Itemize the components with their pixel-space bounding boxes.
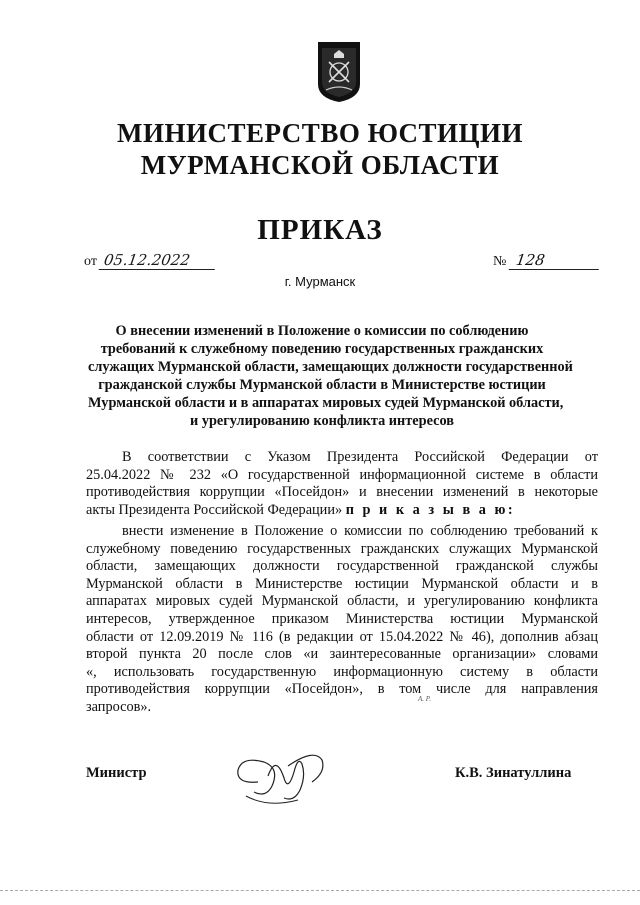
signer-name: К.В. Зинатуллина <box>455 765 572 781</box>
subject-line: Мурманской области и в аппаратах мировых судей Мурманской области, <box>88 395 564 411</box>
paragraph-line: внести изменение в Положение о комиссии по соблюдению требований к <box>122 523 598 539</box>
date-prefix: от <box>84 254 97 269</box>
paragraph-line <box>86 502 598 520</box>
order-paragraph <box>86 523 598 717</box>
paragraph-line: служебному поведению государственных гражданских служащих Мурманской <box>86 540 598 557</box>
paragraph-line: В соответствии с Указом Президента Российской Федерации от <box>122 449 598 465</box>
subject-line: гражданской службы Мурманской области в Министерстве юстиции <box>98 377 546 393</box>
preamble-closing-text: акты Президента Российской Федерации» <box>86 501 343 518</box>
paragraph-line: запросов». <box>86 698 152 715</box>
paragraph-line: второй пункта 20 после слов «и заинтересованные организации» словами <box>86 646 598 663</box>
paragraph-line: аппаратах мировых судей Мурманской области, и урегулированию конфликта <box>86 593 598 610</box>
subject-line: О внесении изменений в Положение о комиссии по соблюдению <box>115 323 529 339</box>
order-word: п р и к а з ы в а ю: <box>345 501 516 518</box>
paragraph-line: интересов, утвержденное приказом Министерства юстиции Мурманской <box>86 610 598 627</box>
paragraph-line: «, использовать государственную информационную систему в области <box>86 663 598 680</box>
subject-line: и урегулированию конфликта интересов <box>190 413 454 429</box>
ministry-name-line2: МУРМАНСКОЙ ОБЛАСТИ <box>140 150 500 180</box>
number-prefix: № <box>493 254 507 269</box>
page-edge-divider <box>0 890 640 891</box>
preamble-paragraph <box>86 449 598 519</box>
paragraph-line: области, замещающих должности государственной гражданской службы <box>86 558 598 575</box>
subject-line: служащих Мурманской области, замещающих должности государственной <box>88 359 573 375</box>
handwritten-signature <box>228 742 338 812</box>
subject-line: требований к служебному поведению государственных гражданских <box>100 341 544 357</box>
paragraph-line: противодействия коррупции «Посейдон», в том числе для направления <box>86 681 598 698</box>
order-subject <box>88 322 573 430</box>
signer-position: Министр <box>86 765 147 781</box>
ministry-name-line1: МИНИСТЕРСТВО ЮСТИЦИИ <box>116 118 523 148</box>
paragraph-line: 25.04.2022 № 232 «О государственной информационной системе в области <box>86 466 598 483</box>
coat-of-arms-icon <box>316 38 362 104</box>
city: г. Мурманск <box>284 274 356 289</box>
number-field <box>493 251 600 270</box>
paragraph-line: области от 12.09.2019 № 116 (в редакции от 15.04.2022 № 46), дополнив абзац <box>86 628 598 645</box>
handwritten-date: 05.12.2022 <box>99 251 218 270</box>
document-type-title: ПРИКАЗ <box>257 214 383 246</box>
paragraph-line: противодействия коррупции «Посейдон» и внесении изменений в некоторые <box>86 484 598 501</box>
handwritten-number: 128 <box>509 251 602 270</box>
paragraph-line: Мурманской области в Министерстве юстиции Мурманской области и в <box>86 575 598 592</box>
date-field <box>84 251 216 270</box>
margin-initials: А. Р. <box>418 695 432 703</box>
